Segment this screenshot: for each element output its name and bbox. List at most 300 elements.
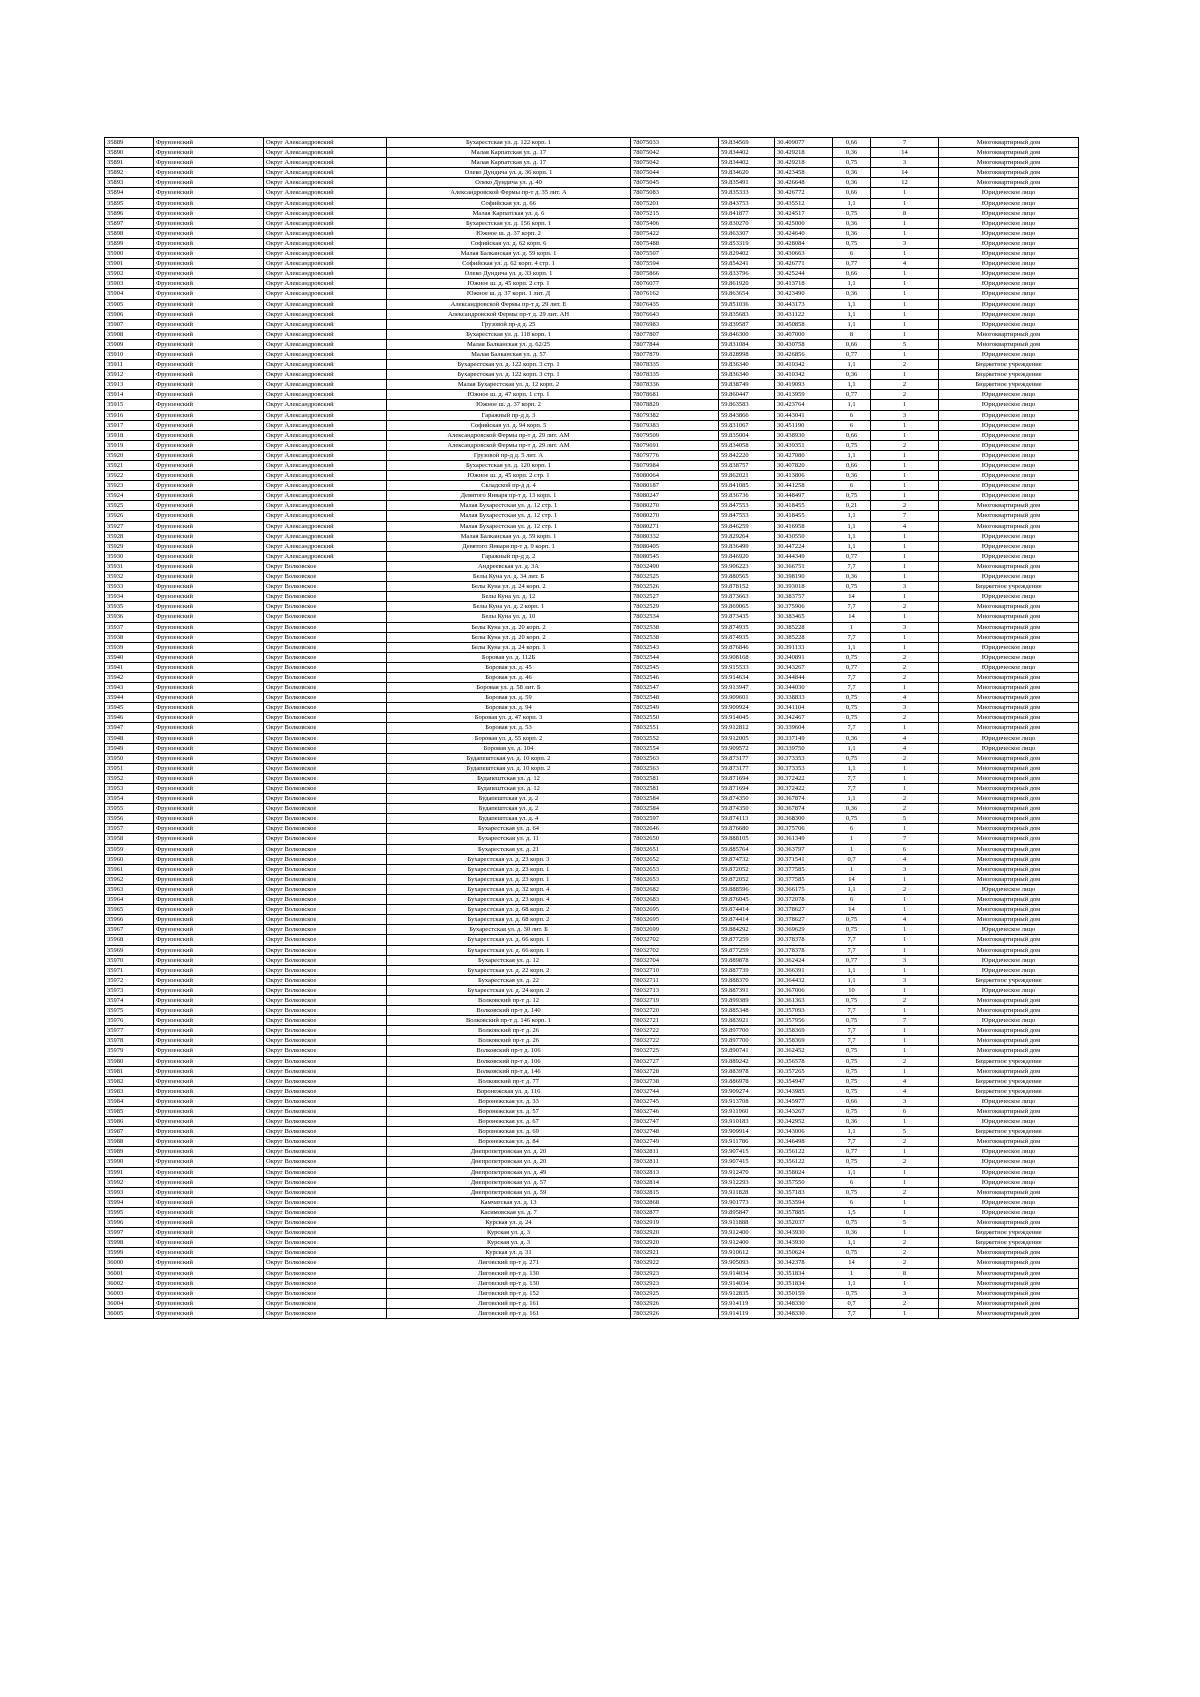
cell-longitude: 30.431122 bbox=[775, 309, 833, 319]
cell-count: 7 bbox=[871, 138, 939, 148]
cell-count: 2 bbox=[871, 804, 939, 814]
cell-district: Фрунзенский bbox=[154, 905, 264, 915]
table-row bbox=[105, 652, 1079, 662]
cell-address: Южное ш. д. 45 корп. 2 стр. 1 bbox=[387, 471, 631, 481]
cell-address: Бухарестская ул. д. 68 корп. 2 bbox=[387, 905, 631, 915]
cell-municipality: Округ Александровский bbox=[264, 218, 387, 228]
cell-code: 78032543 bbox=[631, 642, 719, 652]
cell-owner-type: Многоквартирный дом bbox=[939, 1006, 1079, 1016]
cell-id: 35994 bbox=[105, 1197, 154, 1207]
cell-code: 78032926 bbox=[631, 1298, 719, 1308]
cell-count: 2 bbox=[871, 1248, 939, 1258]
cell-code: 78032920 bbox=[631, 1228, 719, 1238]
cell-municipality: Округ Волковское bbox=[264, 1036, 387, 1046]
cell-address: Складской пр-д д. 4 bbox=[387, 481, 631, 491]
cell-longitude: 30.345977 bbox=[775, 1096, 833, 1106]
cell-district: Фрунзенский bbox=[154, 915, 264, 925]
table-row bbox=[105, 1086, 1079, 1096]
cell-latitude: 59.914034 bbox=[719, 1268, 775, 1278]
cell-id: 35946 bbox=[105, 713, 154, 723]
cell-code: 78080247 bbox=[631, 491, 719, 501]
cell-volume: 7,7 bbox=[833, 784, 871, 794]
cell-volume: 0,66 bbox=[833, 1096, 871, 1106]
cell-longitude: 30.371541 bbox=[775, 854, 833, 864]
cell-district: Фрунзенский bbox=[154, 895, 264, 905]
cell-address: Олеко Дундича ул. д. 40 bbox=[387, 178, 631, 188]
cell-longitude: 30.448497 bbox=[775, 491, 833, 501]
cell-address: Белы Куна ул. д. 34 лит. Б bbox=[387, 572, 631, 582]
cell-volume: 7,7 bbox=[833, 672, 871, 682]
cell-code: 78032738 bbox=[631, 1076, 719, 1086]
cell-address: Боровая ул. д. 45 bbox=[387, 662, 631, 672]
cell-latitude: 59.914034 bbox=[719, 1278, 775, 1288]
cell-owner-type: Бюджетное учреждение bbox=[939, 582, 1079, 592]
cell-owner-type: Бюджетное учреждение bbox=[939, 380, 1079, 390]
cell-code: 78076983 bbox=[631, 319, 719, 329]
cell-code: 78080064 bbox=[631, 471, 719, 481]
table-row bbox=[105, 309, 1079, 319]
cell-id: 35935 bbox=[105, 602, 154, 612]
cell-municipality: Округ Волковское bbox=[264, 1187, 387, 1197]
cell-count: 3 bbox=[871, 410, 939, 420]
cell-longitude: 30.350624 bbox=[775, 1248, 833, 1258]
table-row bbox=[105, 1117, 1079, 1127]
cell-id: 35933 bbox=[105, 582, 154, 592]
cell-count: 1 bbox=[871, 279, 939, 289]
cell-longitude: 30.377585 bbox=[775, 864, 833, 874]
cell-address: Камчатская ул. д. 13 bbox=[387, 1197, 631, 1207]
table-row bbox=[105, 1187, 1079, 1197]
cell-longitude: 30.356122 bbox=[775, 1147, 833, 1157]
cell-owner-type: Юридическое лицо bbox=[939, 884, 1079, 894]
cell-count: 2 bbox=[871, 713, 939, 723]
cell-district: Фрунзенский bbox=[154, 1228, 264, 1238]
cell-count: 1 bbox=[871, 491, 939, 501]
cell-count: 4 bbox=[871, 1076, 939, 1086]
cell-volume: 0,36 bbox=[833, 228, 871, 238]
cell-municipality: Округ Волковское bbox=[264, 642, 387, 652]
cell-id: 35977 bbox=[105, 1026, 154, 1036]
cell-volume: 1,1 bbox=[833, 541, 871, 551]
cell-count: 1 bbox=[871, 420, 939, 430]
table-row bbox=[105, 672, 1079, 682]
cell-volume: 1,1 bbox=[833, 450, 871, 460]
cell-municipality: Округ Волковское bbox=[264, 874, 387, 884]
table-row bbox=[105, 521, 1079, 531]
cell-count: 1 bbox=[871, 945, 939, 955]
cell-code: 78032682 bbox=[631, 884, 719, 894]
cell-district: Фрунзенский bbox=[154, 834, 264, 844]
cell-latitude: 59.890741 bbox=[719, 1046, 775, 1056]
cell-address: Малая Балканская ул. д. 59 корп. 1 bbox=[387, 531, 631, 541]
cell-address: Грузовой пр-д д. 5 лит. А bbox=[387, 450, 631, 460]
cell-code: 78032529 bbox=[631, 602, 719, 612]
cell-count: 1 bbox=[871, 1026, 939, 1036]
cell-district: Фрунзенский bbox=[154, 178, 264, 188]
cell-municipality: Округ Волковское bbox=[264, 905, 387, 915]
cell-owner-type: Юридическое лицо bbox=[939, 965, 1079, 975]
cell-address: Бухарестская ул. д. 23 корп. 4 bbox=[387, 895, 631, 905]
cell-code: 78032527 bbox=[631, 592, 719, 602]
cell-municipality: Округ Волковское bbox=[264, 824, 387, 834]
cell-latitude: 59.909914 bbox=[719, 1127, 775, 1137]
cell-code: 78080405 bbox=[631, 541, 719, 551]
table-row bbox=[105, 753, 1079, 763]
cell-owner-type: Юридическое лицо bbox=[939, 420, 1079, 430]
cell-municipality: Округ Александровский bbox=[264, 349, 387, 359]
table-row bbox=[105, 1096, 1079, 1106]
cell-owner-type: Многоквартирный дом bbox=[939, 874, 1079, 884]
cell-longitude: 30.375706 bbox=[775, 824, 833, 834]
cell-latitude: 59.838749 bbox=[719, 380, 775, 390]
cell-longitude: 30.428084 bbox=[775, 238, 833, 248]
cell-owner-type: Бюджетное учреждение bbox=[939, 975, 1079, 985]
cell-district: Фрунзенский bbox=[154, 935, 264, 945]
table-row bbox=[105, 814, 1079, 824]
cell-volume: 1,1 bbox=[833, 309, 871, 319]
table-row bbox=[105, 1107, 1079, 1117]
cell-id: 35899 bbox=[105, 238, 154, 248]
cell-district: Фрунзенский bbox=[154, 733, 264, 743]
cell-volume: 0,75 bbox=[833, 915, 871, 925]
cell-district: Фрунзенский bbox=[154, 1036, 264, 1046]
cell-count: 8 bbox=[871, 1268, 939, 1278]
cell-latitude: 59.874350 bbox=[719, 794, 775, 804]
cell-district: Фрунзенский bbox=[154, 148, 264, 158]
cell-latitude: 59.863654 bbox=[719, 289, 775, 299]
cell-longitude: 30.426648 bbox=[775, 178, 833, 188]
cell-longitude: 30.357885 bbox=[775, 1207, 833, 1217]
cell-code: 78075045 bbox=[631, 178, 719, 188]
cell-code: 78032925 bbox=[631, 1288, 719, 1298]
cell-owner-type: Многоквартирный дом bbox=[939, 834, 1079, 844]
cell-address: Бухарестская ул. д. 66 корп. 1 bbox=[387, 935, 631, 945]
cell-address: Софийская ул. д. 62 корп. 6 bbox=[387, 238, 631, 248]
cell-id: 35936 bbox=[105, 612, 154, 622]
cell-count: 3 bbox=[871, 582, 939, 592]
cell-latitude: 59.860447 bbox=[719, 390, 775, 400]
cell-count: 8 bbox=[871, 208, 939, 218]
cell-longitude: 30.378378 bbox=[775, 935, 833, 945]
cell-latitude: 59.877259 bbox=[719, 935, 775, 945]
cell-id: 35920 bbox=[105, 450, 154, 460]
cell-count: 1 bbox=[871, 592, 939, 602]
table-row bbox=[105, 249, 1079, 259]
cell-district: Фрунзенский bbox=[154, 773, 264, 783]
cell-volume: 0,66 bbox=[833, 430, 871, 440]
cell-municipality: Округ Александровский bbox=[264, 158, 387, 168]
cell-volume: 1,1 bbox=[833, 975, 871, 985]
cell-longitude: 30.344030 bbox=[775, 683, 833, 693]
cell-latitude: 59.878152 bbox=[719, 582, 775, 592]
cell-latitude: 59.912005 bbox=[719, 733, 775, 743]
cell-longitude: 30.444349 bbox=[775, 551, 833, 561]
cell-id: 35993 bbox=[105, 1187, 154, 1197]
cell-id: 35992 bbox=[105, 1177, 154, 1187]
data-sheet bbox=[104, 137, 1079, 1319]
cell-longitude: 30.356578 bbox=[775, 1056, 833, 1066]
cell-longitude: 30.343930 bbox=[775, 1238, 833, 1248]
cell-latitude: 59.874732 bbox=[719, 854, 775, 864]
cell-district: Фрунзенский bbox=[154, 511, 264, 521]
cell-address: Курская ул. д. 3 bbox=[387, 1238, 631, 1248]
cell-address: Волковский пр-т д. 106 bbox=[387, 1056, 631, 1066]
table-row bbox=[105, 1248, 1079, 1258]
cell-district: Фрунзенский bbox=[154, 349, 264, 359]
cell-volume: 0,77 bbox=[833, 662, 871, 672]
cell-district: Фрунзенский bbox=[154, 1147, 264, 1157]
cell-id: 35930 bbox=[105, 551, 154, 561]
cell-municipality: Округ Волковское bbox=[264, 743, 387, 753]
cell-count: 1 bbox=[871, 218, 939, 228]
cell-latitude: 59.895847 bbox=[719, 1207, 775, 1217]
cell-latitude: 59.913947 bbox=[719, 683, 775, 693]
cell-owner-type: Многоквартирный дом bbox=[939, 1218, 1079, 1228]
cell-code: 78032728 bbox=[631, 1066, 719, 1076]
table-row bbox=[105, 733, 1079, 743]
cell-district: Фрунзенский bbox=[154, 188, 264, 198]
cell-longitude: 30.423490 bbox=[775, 289, 833, 299]
cell-latitude: 59.888105 bbox=[719, 834, 775, 844]
table-row bbox=[105, 410, 1079, 420]
table-row bbox=[105, 642, 1079, 652]
cell-district: Фрунзенский bbox=[154, 228, 264, 238]
table-row bbox=[105, 1056, 1079, 1066]
cell-district: Фрунзенский bbox=[154, 1076, 264, 1086]
cell-count: 1 bbox=[871, 400, 939, 410]
cell-municipality: Округ Александровский bbox=[264, 238, 387, 248]
cell-id: 35980 bbox=[105, 1056, 154, 1066]
cell-longitude: 30.429218 bbox=[775, 148, 833, 158]
cell-volume: 1,1 bbox=[833, 965, 871, 975]
cell-code: 78032597 bbox=[631, 814, 719, 824]
cell-count: 3 bbox=[871, 864, 939, 874]
cell-volume: 14 bbox=[833, 905, 871, 915]
cell-owner-type: Юридическое лицо bbox=[939, 249, 1079, 259]
cell-district: Фрунзенский bbox=[154, 1298, 264, 1308]
cell-code: 78032744 bbox=[631, 1086, 719, 1096]
cell-district: Фрунзенский bbox=[154, 168, 264, 178]
cell-district: Фрунзенский bbox=[154, 632, 264, 642]
cell-count: 4 bbox=[871, 743, 939, 753]
cell-municipality: Округ Волковское bbox=[264, 784, 387, 794]
cell-district: Фрунзенский bbox=[154, 138, 264, 148]
cell-id: 35983 bbox=[105, 1086, 154, 1096]
cell-count: 1 bbox=[871, 1308, 939, 1318]
table-row bbox=[105, 1016, 1079, 1026]
cell-latitude: 59.871694 bbox=[719, 773, 775, 783]
cell-address: Девятого Января пр-т д. 13 корп. 1 bbox=[387, 491, 631, 501]
cell-longitude: 30.418455 bbox=[775, 501, 833, 511]
cell-count: 1 bbox=[871, 319, 939, 329]
cell-owner-type: Юридическое лицо bbox=[939, 1147, 1079, 1157]
cell-latitude: 59.907415 bbox=[719, 1157, 775, 1167]
cell-municipality: Округ Волковское bbox=[264, 612, 387, 622]
cell-count: 1 bbox=[871, 349, 939, 359]
cell-owner-type: Юридическое лицо bbox=[939, 572, 1079, 582]
cell-id: 35917 bbox=[105, 420, 154, 430]
cell-code: 78032551 bbox=[631, 723, 719, 733]
cell-volume: 14 bbox=[833, 1258, 871, 1268]
cell-address: Будапештская ул. д. 10 корп. 2 bbox=[387, 763, 631, 773]
cell-owner-type: Бюджетное учреждение bbox=[939, 1127, 1079, 1137]
cell-volume: 1 bbox=[833, 844, 871, 854]
cell-code: 78032920 bbox=[631, 1238, 719, 1248]
cell-owner-type: Юридическое лицо bbox=[939, 541, 1079, 551]
cell-owner-type: Многоквартирный дом bbox=[939, 1036, 1079, 1046]
cell-owner-type: Юридическое лицо bbox=[939, 925, 1079, 935]
cell-code: 78075083 bbox=[631, 188, 719, 198]
cell-district: Фрунзенский bbox=[154, 360, 264, 370]
table-row bbox=[105, 1127, 1079, 1137]
cell-municipality: Округ Волковское bbox=[264, 794, 387, 804]
cell-count: 4 bbox=[871, 733, 939, 743]
cell-municipality: Округ Александровский bbox=[264, 188, 387, 198]
cell-latitude: 59.839587 bbox=[719, 319, 775, 329]
table-row bbox=[105, 349, 1079, 359]
cell-address: Боровая ул. д. 58 лит. Б bbox=[387, 683, 631, 693]
cell-municipality: Округ Александровский bbox=[264, 491, 387, 501]
table-row bbox=[105, 1268, 1079, 1278]
cell-municipality: Округ Александровский bbox=[264, 138, 387, 148]
cell-id: 35997 bbox=[105, 1228, 154, 1238]
cell-address: Бухарестская ул. д. 23 корп. 1 bbox=[387, 874, 631, 884]
cell-latitude: 59.853319 bbox=[719, 238, 775, 248]
cell-latitude: 59.914119 bbox=[719, 1298, 775, 1308]
cell-code: 78032926 bbox=[631, 1308, 719, 1318]
table-row bbox=[105, 884, 1079, 894]
cell-longitude: 30.430550 bbox=[775, 531, 833, 541]
cell-longitude: 30.342952 bbox=[775, 1117, 833, 1127]
cell-count: 1 bbox=[871, 895, 939, 905]
cell-municipality: Округ Волковское bbox=[264, 965, 387, 975]
cell-owner-type: Многоквартирный дом bbox=[939, 1248, 1079, 1258]
table-row bbox=[105, 228, 1079, 238]
cell-longitude: 30.358024 bbox=[775, 1167, 833, 1177]
cell-municipality: Округ Волковское bbox=[264, 1298, 387, 1308]
cell-id: 35942 bbox=[105, 672, 154, 682]
cell-volume: 7,7 bbox=[833, 1036, 871, 1046]
cell-municipality: Округ Волковское bbox=[264, 955, 387, 965]
cell-address: Волковский пр-т д. 146 bbox=[387, 1066, 631, 1076]
cell-code: 78032652 bbox=[631, 854, 719, 864]
cell-count: 2 bbox=[871, 1298, 939, 1308]
table-row bbox=[105, 511, 1079, 521]
cell-municipality: Округ Александровский bbox=[264, 299, 387, 309]
cell-municipality: Округ Александровский bbox=[264, 420, 387, 430]
cell-count: 1 bbox=[871, 188, 939, 198]
cell-longitude: 30.418455 bbox=[775, 511, 833, 521]
cell-owner-type: Юридическое лицо bbox=[939, 662, 1079, 672]
cell-id: 35981 bbox=[105, 1066, 154, 1076]
cell-latitude: 59.901773 bbox=[719, 1197, 775, 1207]
table-row bbox=[105, 612, 1079, 622]
cell-code: 78032525 bbox=[631, 572, 719, 582]
cell-district: Фрунзенский bbox=[154, 612, 264, 622]
cell-id: 35909 bbox=[105, 339, 154, 349]
cell-code: 78032811 bbox=[631, 1147, 719, 1157]
cell-district: Фрунзенский bbox=[154, 723, 264, 733]
cell-district: Фрунзенский bbox=[154, 662, 264, 672]
cell-code: 78032653 bbox=[631, 864, 719, 874]
cell-district: Фрунзенский bbox=[154, 713, 264, 723]
cell-owner-type: Юридическое лицо bbox=[939, 188, 1079, 198]
cell-code: 78078829 bbox=[631, 400, 719, 410]
cell-municipality: Округ Волковское bbox=[264, 1248, 387, 1258]
cell-owner-type: Многоквартирный дом bbox=[939, 148, 1079, 158]
cell-volume: 0,77 bbox=[833, 955, 871, 965]
cell-count: 1 bbox=[871, 824, 939, 834]
cell-latitude: 59.874935 bbox=[719, 622, 775, 632]
cell-district: Фрунзенский bbox=[154, 491, 264, 501]
cell-longitude: 30.348330 bbox=[775, 1308, 833, 1318]
cell-longitude: 30.409077 bbox=[775, 138, 833, 148]
cell-count: 1 bbox=[871, 1117, 939, 1127]
cell-id: 35982 bbox=[105, 1076, 154, 1086]
cell-id: 35954 bbox=[105, 794, 154, 804]
cell-district: Фрунзенский bbox=[154, 854, 264, 864]
cell-district: Фрунзенский bbox=[154, 693, 264, 703]
cell-id: 35907 bbox=[105, 319, 154, 329]
cell-address: Малая Балканская ул. д. 62/25 bbox=[387, 339, 631, 349]
cell-id: 35895 bbox=[105, 198, 154, 208]
cell-id: 35923 bbox=[105, 481, 154, 491]
cell-municipality: Округ Волковское bbox=[264, 1308, 387, 1318]
cell-longitude: 30.430663 bbox=[775, 249, 833, 259]
table-row bbox=[105, 834, 1079, 844]
cell-count: 1 bbox=[871, 269, 939, 279]
cell-code: 78032747 bbox=[631, 1117, 719, 1127]
table-row bbox=[105, 622, 1079, 632]
cell-id: 35902 bbox=[105, 269, 154, 279]
cell-count: 5 bbox=[871, 339, 939, 349]
cell-volume: 0,75 bbox=[833, 1016, 871, 1026]
cell-municipality: Округ Александровский bbox=[264, 289, 387, 299]
cell-volume: 0,75 bbox=[833, 1107, 871, 1117]
cell-id: 35944 bbox=[105, 693, 154, 703]
cell-volume: 1,1 bbox=[833, 511, 871, 521]
cell-district: Фрунзенский bbox=[154, 884, 264, 894]
cell-count: 1 bbox=[871, 1147, 939, 1157]
cell-volume: 7,7 bbox=[833, 723, 871, 733]
cell-owner-type: Юридическое лицо bbox=[939, 1207, 1079, 1217]
cell-address: Южное ш. д. 45 корп. 2 стр. 1 bbox=[387, 279, 631, 289]
cell-latitude: 59.889242 bbox=[719, 1056, 775, 1066]
cell-code: 78032646 bbox=[631, 824, 719, 834]
cell-volume: 1,1 bbox=[833, 299, 871, 309]
cell-latitude: 59.876680 bbox=[719, 824, 775, 834]
cell-volume: 0,75 bbox=[833, 925, 871, 935]
cell-owner-type: Юридическое лицо bbox=[939, 228, 1079, 238]
cell-volume: 8 bbox=[833, 329, 871, 339]
cell-district: Фрунзенский bbox=[154, 208, 264, 218]
cell-id: 35996 bbox=[105, 1218, 154, 1228]
cell-code: 78032683 bbox=[631, 895, 719, 905]
cell-owner-type: Юридическое лицо bbox=[939, 592, 1079, 602]
cell-count: 1 bbox=[871, 632, 939, 642]
cell-id: 35958 bbox=[105, 834, 154, 844]
cell-owner-type: Многоквартирный дом bbox=[939, 1308, 1079, 1318]
cell-latitude: 59.834058 bbox=[719, 440, 775, 450]
cell-address: Лиговский пр-т д. 161 bbox=[387, 1298, 631, 1308]
cell-district: Фрунзенский bbox=[154, 541, 264, 551]
cell-code: 78075866 bbox=[631, 269, 719, 279]
cell-code: 78075042 bbox=[631, 148, 719, 158]
table-row bbox=[105, 1137, 1079, 1147]
cell-district: Фрунзенский bbox=[154, 804, 264, 814]
cell-address: Лиговский пр-т д. 271 bbox=[387, 1258, 631, 1268]
cell-count: 3 bbox=[871, 238, 939, 248]
